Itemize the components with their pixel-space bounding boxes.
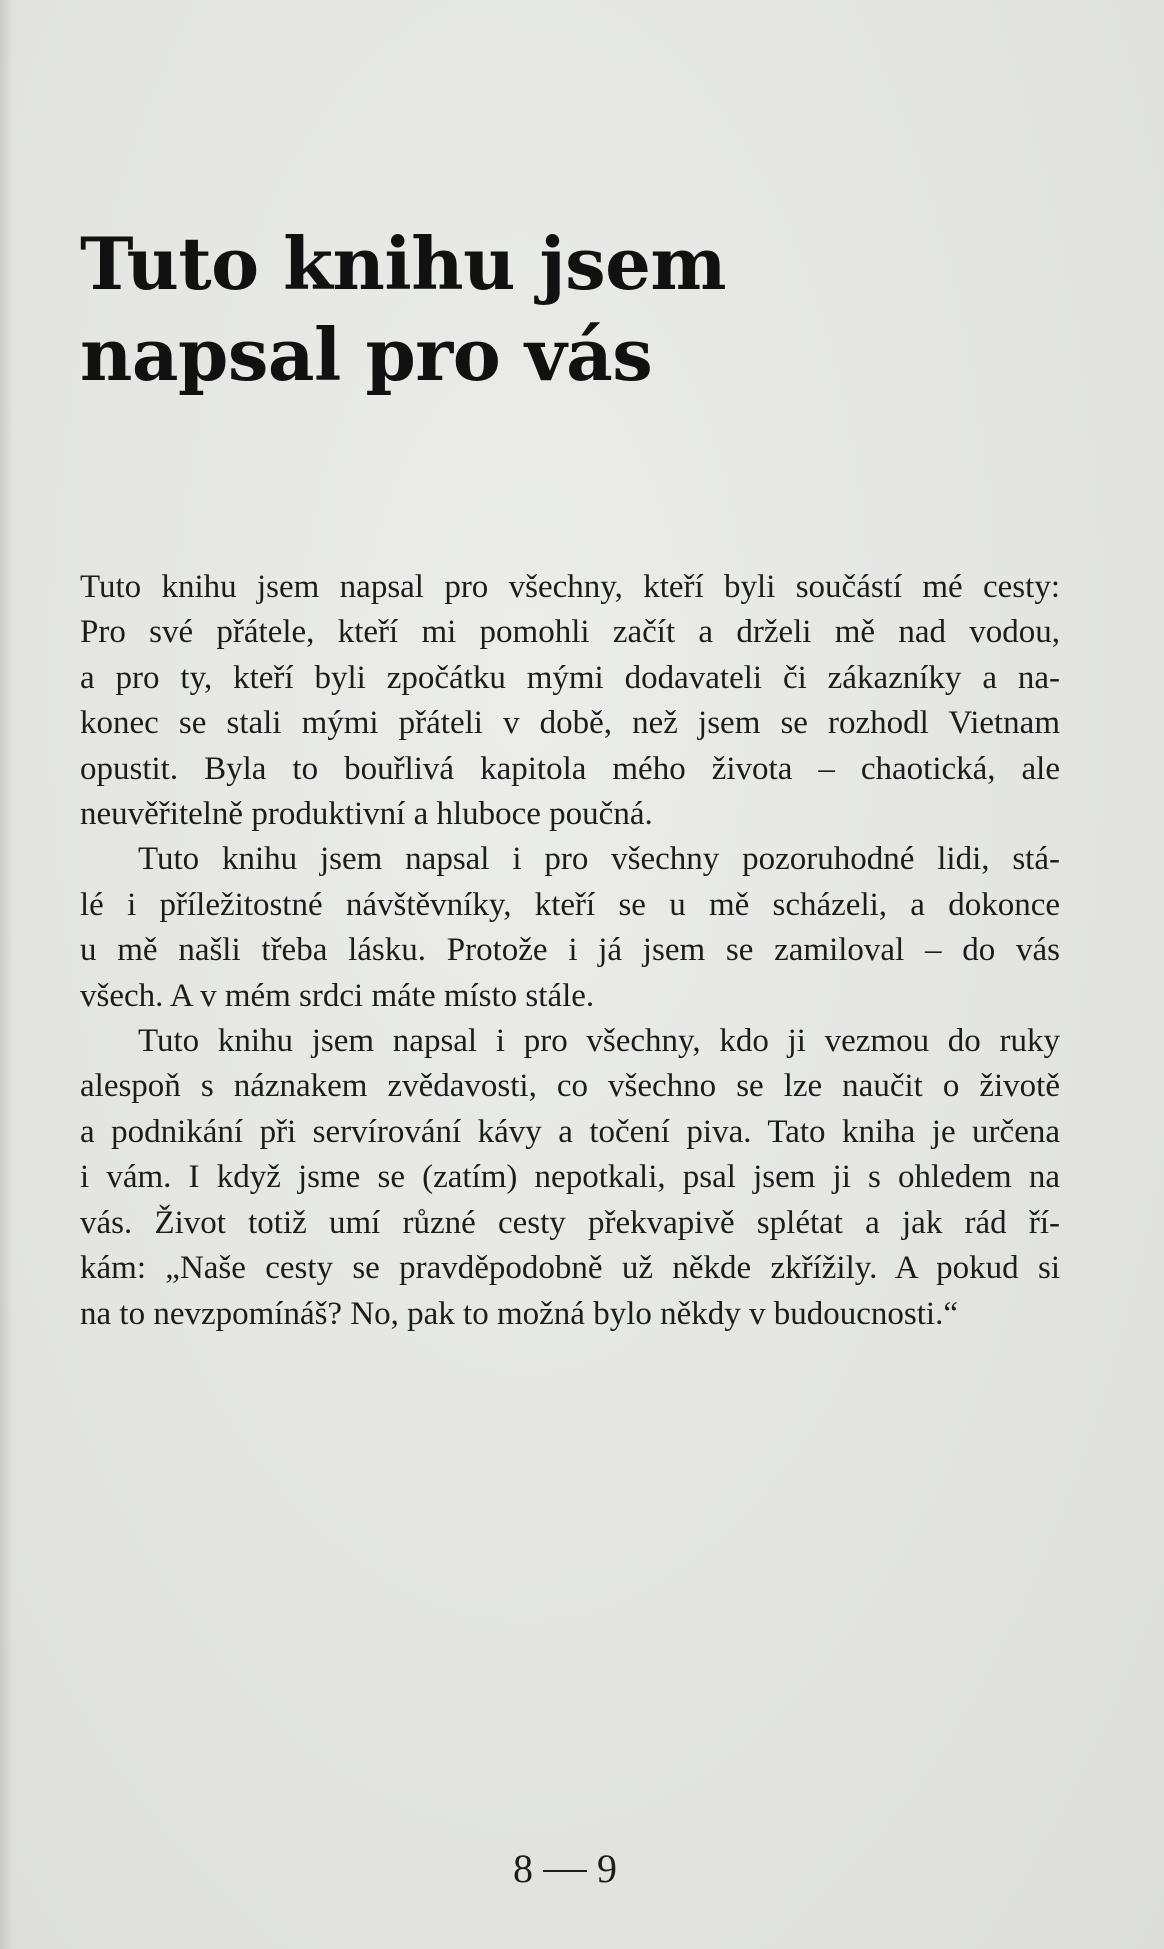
paragraph	[80, 837, 1060, 1019]
page-numbers	[0, 1845, 1130, 1892]
text-line: i vám. I když jsme se (zatím) nepotkali, psal jsem ji s ohledem na	[80, 1159, 1060, 1196]
body-text	[80, 565, 1060, 1337]
text-line: na to nevzpomínáš? No, pak to možná bylo někdy v budoucnosti.“	[80, 1295, 958, 1332]
page-number-right: 9	[597, 1846, 617, 1891]
text-line: vás. Život totiž umí různé cesty překvapivě splétat a jak rád ří-	[80, 1204, 1060, 1241]
chapter-title	[80, 218, 980, 400]
page-edge-shadow	[0, 0, 14, 1949]
text-line: Pro své přátele, kteří mi pomohli začít a drželi mě nad vodou,	[80, 614, 1060, 651]
page-number-separator	[543, 1870, 587, 1872]
text-line: lé i příležitostné návštěvníky, kteří se u mě scházeli, a dokonce	[80, 886, 1060, 923]
paragraph	[80, 565, 1060, 837]
text-line: konec se stali mými přáteli v době, než jsem se rozhodl Vietnam	[80, 705, 1060, 742]
paragraph	[80, 1019, 1060, 1337]
text-line: u mě našli třeba lásku. Protože i já jsem se zamiloval – do vás	[80, 932, 1060, 969]
text-line: opustit. Byla to bouřlivá kapitola mého života – chaotická, ale	[80, 750, 1060, 787]
text-line: alespoň s náznakem zvědavosti, co všechno se lze naučit o životě	[80, 1068, 1060, 1105]
text-line: všech. A v mém srdci máte místo stále.	[80, 977, 595, 1014]
chapter-title-line-1: Tuto knihu jsem	[80, 221, 727, 306]
text-line: Tuto knihu jsem napsal pro všechny, kteří byli součástí mé cesty:	[80, 569, 1060, 605]
text-line: Tuto knihu jsem napsal i pro všechny pozoruhodné lidi, stá-	[138, 841, 1060, 878]
page-number-left: 8	[513, 1846, 533, 1891]
text-line: a pro ty, kteří byli zpočátku mými dodavateli či zákazníky a na-	[80, 659, 1060, 696]
text-line: neuvěřitelně produktivní a hluboce poučná.	[80, 796, 653, 833]
text-line: kám: „Naše cesty se pravděpodobně už někde zkřížily. A pokud si	[80, 1250, 1060, 1287]
chapter-title-line-2: napsal pro vás	[80, 312, 653, 397]
text-line: Tuto knihu jsem napsal i pro všechny, kdo ji vezmou do ruky	[138, 1023, 1060, 1060]
text-line: a podnikání při servírování kávy a točení piva. Tato kniha je určena	[80, 1113, 1060, 1150]
